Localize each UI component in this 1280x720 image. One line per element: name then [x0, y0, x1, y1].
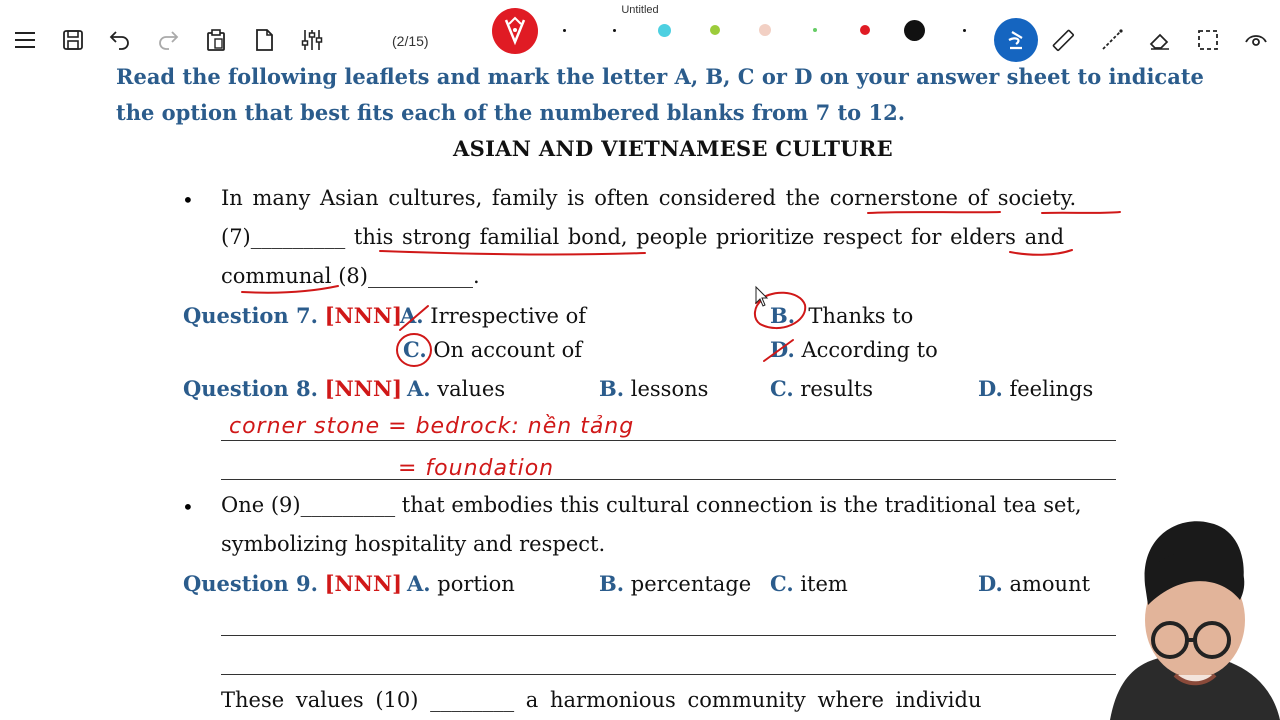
q8-option-d-letter: D.: [978, 376, 1003, 401]
instruction-line-1: Read the following leaflets and mark the letter A, B, C or D on your answer sheet to indicate: [116, 64, 1204, 89]
color-swatch-light-green[interactable]: [813, 28, 817, 32]
q8-option-a[interactable]: [407, 376, 505, 401]
q8-option-c[interactable]: [770, 376, 873, 401]
ruler-icon[interactable]: [1049, 26, 1077, 54]
handwritten-note-1: corner stone = bedrock: nền tảng: [229, 414, 635, 439]
bullet-icon: •: [182, 188, 194, 212]
q8-option-b[interactable]: [599, 376, 708, 401]
color-swatch-black-thin-2[interactable]: [613, 29, 616, 32]
red-pen-tool[interactable]: [492, 8, 538, 54]
eraser-icon[interactable]: [1146, 26, 1174, 54]
q8-option-b-letter: B.: [599, 376, 625, 401]
q7-option-d[interactable]: [770, 337, 938, 362]
color-swatch-black-dot[interactable]: [963, 29, 966, 32]
para1-line1: In many Asian cultures, family is often considered the cornerstone of society.: [221, 186, 1077, 210]
color-swatch-peach[interactable]: [759, 24, 771, 36]
bullet-icon: •: [182, 495, 194, 519]
save-icon[interactable]: [59, 26, 87, 54]
answer-line-3: [221, 635, 1116, 636]
section-title: ASIAN AND VIETNAMESE CULTURE: [453, 136, 893, 161]
squiggle-pen-icon: [994, 18, 1038, 62]
color-swatch-red[interactable]: [860, 25, 870, 35]
selection-icon[interactable]: [1194, 26, 1222, 54]
page-indicator: (2/15): [392, 33, 429, 49]
q8-option-b-text: lessons: [630, 377, 709, 401]
question-7-tag: [NNN]: [324, 303, 403, 328]
q8-option-c-letter: C.: [770, 376, 794, 401]
q7-option-d-letter: D.: [770, 337, 795, 362]
settings-sliders-icon[interactable]: [298, 26, 326, 54]
view-icon[interactable]: [1242, 26, 1270, 54]
question-7-label: Question 7.: [183, 303, 318, 328]
answer-line-1: [221, 440, 1116, 441]
blue-pen-tool[interactable]: [994, 18, 1038, 62]
q8-option-d[interactable]: [978, 376, 1093, 401]
question-9-tag: [NNN]: [324, 571, 403, 596]
q9-option-a-letter: A.: [407, 571, 431, 596]
q7-option-d-text: According to: [801, 338, 938, 362]
q7-option-a[interactable]: [400, 303, 586, 328]
pen-nib-icon: [492, 8, 538, 54]
question-8-header: [183, 376, 402, 401]
para3-line1: These values (10) ________ a harmonious community where individu: [221, 688, 982, 712]
answer-line-4: [221, 674, 1116, 675]
q8-option-c-text: results: [800, 377, 874, 401]
color-swatch-cyan[interactable]: [658, 24, 671, 37]
para1-line3: communal (8)__________.: [221, 264, 480, 288]
q7-option-b-letter: B.: [770, 303, 796, 328]
q9-option-a-text: portion: [437, 572, 515, 596]
line-tool-icon[interactable]: [1098, 26, 1126, 54]
q7-option-a-text: Irrespective of: [430, 304, 587, 328]
app-toolbar: [0, 0, 1280, 64]
q7-option-c-text: On account of: [433, 338, 583, 362]
question-8-tag: [NNN]: [324, 376, 403, 401]
q8-option-a-letter: A.: [407, 376, 431, 401]
redo-icon[interactable]: [154, 26, 182, 54]
q8-option-a-text: values: [437, 377, 506, 401]
q9-option-d[interactable]: [978, 571, 1090, 596]
q7-option-b-text: Thanks to: [808, 304, 914, 328]
menu-icon[interactable]: [11, 26, 39, 54]
para1-line2: (7)_________ this strong familial bond, people prioritize respect for elders and: [221, 225, 1065, 249]
handwritten-note-2: = foundation: [398, 456, 555, 481]
question-9-header: [183, 571, 402, 596]
color-swatch-black-thin[interactable]: [563, 29, 566, 32]
q9-option-b-letter: B.: [599, 571, 625, 596]
q7-option-c-letter: C.: [403, 337, 427, 362]
q9-option-c-letter: C.: [770, 571, 794, 596]
undo-icon[interactable]: [106, 26, 134, 54]
question-8-label: Question 8.: [183, 376, 318, 401]
window-title: Untitled: [621, 4, 659, 16]
q7-option-b[interactable]: [770, 303, 913, 328]
q9-option-c-text: item: [800, 572, 848, 596]
question-7-header: [183, 303, 402, 328]
instruction-line-2: the option that best fits each of the numbered blanks from 7 to 12.: [116, 100, 906, 125]
color-swatch-black-thick[interactable]: [904, 20, 925, 41]
q9-option-a[interactable]: [407, 571, 515, 596]
q9-option-d-letter: D.: [978, 571, 1003, 596]
answer-line-2: [221, 479, 1116, 480]
q7-option-c[interactable]: [403, 337, 582, 362]
document-page: [0, 64, 1280, 720]
new-page-icon[interactable]: [250, 26, 278, 54]
webcam-overlay: [1100, 515, 1280, 720]
q9-option-c[interactable]: [770, 571, 848, 596]
para2-line2: symbolizing hospitality and respect.: [221, 532, 606, 556]
question-9-label: Question 9.: [183, 571, 318, 596]
q8-option-d-text: feelings: [1009, 377, 1094, 401]
color-swatch-green[interactable]: [710, 25, 720, 35]
q7-option-a-letter: A.: [400, 303, 424, 328]
clipboard-icon[interactable]: [202, 26, 230, 54]
para2-line1: One (9)_________ that embodies this cultural connection is the traditional tea set,: [221, 493, 1082, 517]
q9-option-d-text: amount: [1009, 572, 1091, 596]
q9-option-b[interactable]: [599, 571, 751, 596]
q9-option-b-text: percentage: [630, 572, 752, 596]
